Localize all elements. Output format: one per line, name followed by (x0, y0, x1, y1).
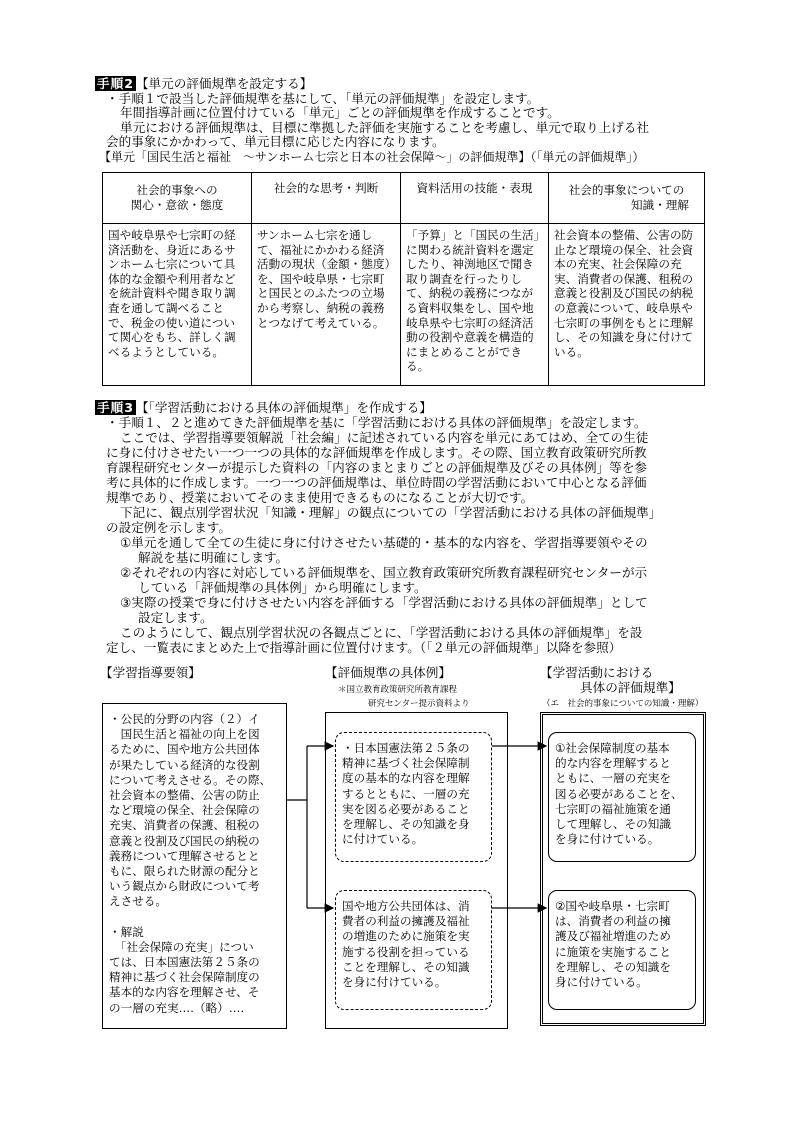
col2-note-2: 研究センター提示資料より (368, 699, 470, 709)
step3-line-4: 育課程研究センターが提示した資料の「内容のまとまりごとの評価規準及びその具体例」等を参 (106, 460, 648, 475)
activity-line: を身に付けている。 (555, 832, 660, 847)
examples-line: に付けている。 (342, 832, 424, 847)
col3-title-1: 【学習活動における (540, 665, 654, 680)
activity-line: は、消費者の利益の擁 (555, 914, 671, 929)
activity-line: 七宗町の福祉施策を通 (555, 801, 671, 816)
activity-line: して理解し、その知識 (555, 817, 671, 832)
curriculum-line: の一層の充実‥‥（略）‥‥ (109, 1000, 245, 1015)
col3-note: （エ 社会的事象についての知識・理解） (542, 699, 704, 709)
curriculum-line: 社会資本の整備、公害の防止 (109, 788, 260, 803)
examples-line: 精神に基づく社会保障制 (342, 756, 470, 771)
activity-line: 図る必要があることを、 (555, 786, 683, 801)
curriculum-line: について考えさせる。その際、 (109, 772, 272, 787)
col1-title: 【学習指導要領】 (100, 665, 201, 680)
curriculum-line: 「社会保障の充実」につい (109, 939, 254, 954)
curriculum-line: 精神に基づく社会保障制度の (109, 970, 260, 985)
examples-line: の増進のために施策を実 (342, 929, 470, 944)
step3-line-11: ②それぞれの内容に対応している評価規準を、国立教育政策研究所教育課程研究センターが示 (120, 565, 648, 580)
step3-line-2: ここでは、学習指導要領解説「社会編」に記述されている内容を単元にあてはめ、全ての生徒 (120, 430, 649, 445)
step3-line-7: 下記に、観点別学習状況「知識・理解」の観点についての「学習活動における具体の評価規準」 (120, 505, 662, 520)
curriculum-line: が果たしている経済的な役割 (109, 757, 260, 772)
activity-line: 身に付けている。 (555, 975, 648, 990)
examples-line: 費者の利益の擁護及福祉 (342, 914, 470, 929)
curriculum-line: ・公民的分野の内容（２）イ (109, 712, 260, 726)
arrow-col1-to-col2 (287, 746, 333, 908)
step3-line-15: このようにして、観点別学習状況の各観点ごとに、「学習活動における具体の評価規準」を設 (120, 625, 643, 640)
activity-line: を理解し、その知識を (555, 959, 671, 974)
arrow-col2-to-col3 (492, 746, 546, 908)
header-interest-line1: 社会的事象への (136, 183, 218, 198)
cell-skills: 「予算」と「国民の生活」に関わる統計資料を選定したり、神渕地区で聞き取り調査を行ったりして、納税の義務につながる資料収集をし、国や地岐阜県や七宗町の経済活動の役割や意義を構造的にまとめることができる。 (401, 224, 549, 386)
step2-tag: 手順2 (97, 76, 134, 91)
step3-line-1: ・手順１、２と進めてきた評価規準を基に「学習活動における具体の評価規準」を設定します。 (106, 415, 647, 430)
activity-line: ①社会保障制度の基本 (555, 741, 670, 755)
activity-line: ともに、一層の充実を (555, 771, 671, 786)
curriculum-line: いう観点から財政について考 (109, 879, 260, 894)
curriculum-line: 充実、消費者の保護、租税の (109, 818, 260, 833)
curriculum-line: ては、日本国憲法第２５条の (109, 955, 260, 970)
step3-line-9: ①単元を通して全ての生徒に身に付けさせたい基礎的・基本的な内容を、学習指導要領やその (120, 535, 648, 550)
cell-knowledge: 社会資本の整備、公害の防止など環境の保全、社会資本の充実、社会保障の充実、消費者の保護、租税の意義と役割及び国民の納税の意義について、岐阜県や七宗町の事例をもとに理解し、その知識を身に付けている。 (549, 224, 705, 386)
examples-line: ことを理解し、その知識 (342, 959, 470, 974)
curriculum-line: もに、限られた財源の配分と (109, 864, 260, 879)
cell-thinking: サンホーム七宗を通して、福祉にかかわる経済活動の現状（金額・態度）を、国や岐阜県・七宗町と国民とのふたつの立場から考察し、納税の義務とつなげて考えている。 (252, 224, 401, 386)
step3-line-14: 設定します。 (138, 610, 213, 625)
examples-line: 施する役割を担っている (342, 944, 470, 959)
examples-line: 国や地方公共団体は、消 (342, 899, 470, 913)
step3-line-6: 規準であり、授業においてそのまま使用できるものになることが大切です。 (106, 490, 534, 505)
step2-title: 【単元の評価規準を設定する】 (135, 76, 313, 91)
step3-tag: 手順3 (97, 400, 134, 415)
header-knowledge-line1: 社会的事象についての (568, 183, 685, 198)
header-knowledge-line2: 知識・理解 (631, 198, 689, 212)
step2-line-4: 会的事象にかかわって、単元目標に応じた内容になります。 (106, 134, 445, 149)
step3-line-8: の設定例を示します。 (106, 520, 231, 535)
examples-line: するとともに、一層の充 (342, 786, 470, 801)
step2-line-2: 年間指導計画に位置付けている「単元」ごとの評価規準を作成することです。 (120, 105, 560, 120)
curriculum-line: ・解説 (109, 924, 144, 939)
step3-line-3: に身に付けさせたい一つ一つの具体的な評価規準を作成します。その際、国立教育政策研究所教 (106, 445, 647, 460)
step3-line-10: 解説を基に明確にします。 (138, 550, 289, 565)
curriculum-line: るために、国や地方公共団体 (109, 742, 260, 757)
col3-title-2: 具体の評価規準】 (580, 680, 681, 695)
step3-line-12: している「評価規準の具体例」から明確にします。 (138, 580, 427, 595)
curriculum-line: 基本的な内容を理解させ、そ (109, 985, 260, 1000)
curriculum-line: 国民生活と福祉の向上を図 (109, 727, 260, 742)
curriculum-line: など環境の保全、社会保障の (109, 803, 260, 818)
examples-line: 実を図る必要があること (342, 801, 470, 816)
examples-line: ・日本国憲法第２５条の (342, 741, 470, 755)
step3-line-16: 定し、一覧表にまとめた上で指導計画に位置付けます。（「２単元の評価規準」以降を参照） (106, 640, 622, 655)
step3-line-5: 考に具体的に作成します。一つ一つの評価規準は、単位時間の学習活動において中心となる評価 (106, 475, 647, 490)
header-thinking-line1: 社会的な思考・判断 (273, 181, 379, 195)
cell-interest: 国や岐阜県や七宗町の経済活動を、身近にあるサンホーム七宗について具体的な金額や利用者などを統計資料や聞き取り調査を通して調べることで、税金の使い道について関心をもち、詳しく調べるようとしている。 (103, 224, 252, 386)
header-interest-line2: 関心・意欲・態度 (130, 198, 224, 212)
table-caption: 【単元「国民生活と福祉 ～サンホーム七宗と日本の社会保障～」の評価規準】（「単元の評価規準」） (99, 150, 645, 164)
step2-line-1: ・手順１で設当した評価規準を基にして、「単元の評価規準」を設定します。 (106, 91, 540, 106)
curriculum-line: 義務について理解させるとと (109, 848, 260, 863)
activity-line: 護及び福祉増進のため (555, 929, 671, 944)
curriculum-line: 意義と役割及び国民の納税の (109, 833, 260, 848)
activity-line: 的な内容を理解すると (555, 756, 671, 771)
activity-line: ②国や岐阜県・七宗町 (555, 899, 670, 913)
header-skills-line1: 資料活用の技能・表現 (416, 181, 533, 195)
curriculum-line: えさせる。 (109, 894, 167, 909)
examples-line: を身に付けている。 (342, 975, 447, 990)
col2-note-1: ＊国立教育政策研究所教育課程 (338, 685, 458, 695)
step3-line-13: ③実際の授業で身に付けさせたい内容を評価する「学習活動における具体の評価規準」として (120, 595, 648, 610)
step3-title: 【「学習活動における具体の評価規準」を作成する】 (135, 400, 432, 415)
col2-title: 【評価規準の具体例】 (325, 665, 451, 680)
examples-line: 度の基本的な内容を理解 (342, 771, 470, 786)
examples-line: を理解し、その知識を身 (342, 817, 470, 832)
step2-line-3: 単元における評価規準は、目標に準拠した評価を実施することを考慮し、単元で取り上げる社 (120, 120, 649, 135)
activity-line: に施策を実施すること (555, 944, 671, 959)
